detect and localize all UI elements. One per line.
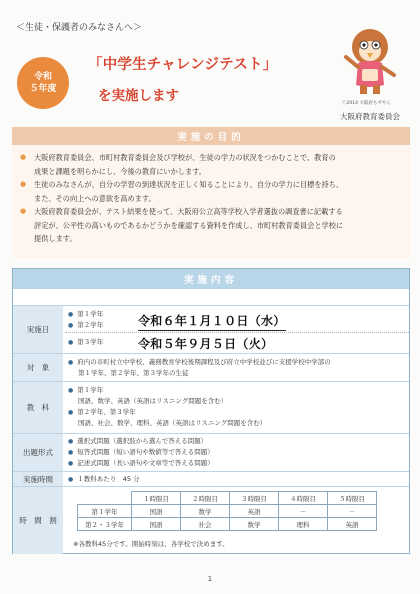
audience-line: ＜生徒・保護者のみなさんへ＞ (16, 23, 142, 33)
table-cell: 数学 (181, 505, 230, 518)
purpose-heading-text: 実施の目的 (177, 132, 245, 143)
table-cell: 理科 (279, 518, 328, 531)
bullet-icon: ● (68, 387, 74, 394)
date-grade-3 (68, 337, 103, 348)
table-header-cell: １時限目 (132, 492, 181, 505)
date-grade-list (68, 309, 103, 331)
table-header-cell: ３時限目 (230, 492, 279, 505)
implementation-heading (13, 269, 409, 289)
purpose-line: また、その向上への意欲を高めます。 (34, 193, 156, 203)
date-label: 実施日 (13, 306, 63, 353)
format-item: 短答式問題（短い語句や数値等で答える問題） (77, 448, 214, 456)
bullet-icon: ● (68, 476, 74, 483)
purpose-line: 提供します。 (34, 234, 77, 243)
bullet-icon: ● (68, 449, 74, 456)
purpose-line: 成果と課題を明らかにし、今後の教育にいかします。 (34, 166, 206, 176)
badge-era: 令和 (33, 72, 52, 82)
subject-label: 教 科 (13, 382, 63, 433)
time-row (13, 471, 409, 486)
table-cell: － (279, 505, 328, 518)
bullet-icon: ● (20, 180, 27, 188)
subject-grade: 第２学年、第３学年 (77, 408, 136, 416)
table-header-cell: ５時限目 (328, 492, 377, 505)
bullet-icon: ● (68, 359, 74, 366)
schedule-table (77, 491, 377, 531)
date-divider (65, 332, 409, 333)
purpose-item (20, 178, 402, 205)
purpose-item (20, 151, 402, 178)
bullet-icon: ● (68, 460, 74, 467)
mascot-copyright: ⓒ2014 大阪府もずやん (342, 101, 391, 106)
subject-row (13, 381, 409, 433)
table-cell: 国語 (132, 505, 181, 518)
main-title: 「中学生チャレンジテスト」 (88, 57, 278, 73)
fiscal-year-badge (17, 57, 69, 109)
format-list (68, 436, 214, 469)
table-cell: 第１学年 (78, 505, 132, 518)
test-date-grade3: 令和５年９月５日（火） (138, 335, 273, 354)
table-cell: 社会 (181, 518, 230, 531)
implementation-section (12, 268, 410, 554)
target-label: 対 象 (13, 354, 63, 381)
table-header-cell: ４時限目 (279, 492, 328, 505)
time-text (68, 474, 140, 485)
table-cell: 数学 (230, 518, 279, 531)
badge-year: ５年度 (29, 84, 57, 94)
date-row (13, 305, 409, 353)
grade-text: 第２学年 (77, 321, 104, 329)
bullet-icon: ● (68, 438, 74, 445)
purpose-line: 評定が、公平性の高いものであるかどうかを確認する資料を作成し、市町村教育委員会と学校に (34, 220, 344, 230)
bullet-icon: ● (20, 207, 27, 215)
purpose-line: 大阪府教育委員会、市町村教育委員会及び学校が、生徒の学力の状況をつかむことで、教育の (34, 153, 336, 162)
table-cell (78, 492, 132, 505)
bullet-icon: ● (20, 153, 27, 161)
bullet-icon: ● (68, 339, 74, 346)
subject-text (68, 385, 266, 429)
target-row (13, 353, 409, 381)
time-label: 実施時間 (13, 472, 63, 486)
format-row (13, 433, 409, 471)
bullet-icon: ● (68, 311, 74, 318)
table-row (78, 518, 377, 531)
purpose-section (12, 145, 410, 258)
organization-name: 大阪府教育委員会 (340, 112, 400, 121)
table-cell: 英語 (230, 505, 279, 518)
time-value: １教科あたり 45 分 (77, 475, 140, 483)
grade-text: 第３学年 (77, 338, 104, 346)
table-header-cell: ２時限目 (181, 492, 230, 505)
target-text (68, 357, 331, 379)
table-cell: 国語 (132, 518, 181, 531)
implementation-heading-text: 実施内容 (183, 275, 238, 286)
test-date-grade1-2: 令和６年１月１０日（水） (138, 312, 286, 331)
target-line: 府内の市町村立中学校、義務教育学校後期課程及び府立中学校並びに支援学校中学部の (77, 358, 331, 366)
purpose-line: 大阪府教育委員会が、テスト結果を使って、大阪府公立高等学校入学者選抜の調査書に記載する (34, 207, 343, 216)
format-item: 記述式問題（長い語句や文章等で答える問題） (77, 459, 214, 467)
schedule-header-row (78, 492, 377, 505)
mozuyan-mascot-icon (338, 25, 402, 97)
grade-text: 第１学年 (77, 310, 104, 318)
format-label: 出題形式 (13, 434, 63, 471)
schedule-note: ※各教科45分です。開始時刻は、各学校で決めます。 (73, 540, 229, 548)
target-line: 第１学年、第２学年、第３学年の生徒 (78, 369, 189, 377)
format-item: 選択式問題（選択肢から選んで答える問題） (77, 437, 208, 445)
table-cell: 第２・３学年 (78, 518, 132, 531)
main-title-sub: を実施します (98, 88, 179, 104)
schedule-label: 時 間 割 (13, 487, 63, 554)
purpose-heading (12, 127, 410, 145)
purpose-line: 生徒のみなさんが、自分の学習の到達状況を正しく知ることにより、自分の学力に目標を持ち、 (34, 180, 344, 189)
subject-grade: 第１学年 (77, 386, 104, 394)
table-row (78, 505, 377, 518)
subject-list: 国語、数学、英語（英語はリスニング問題を含む） (78, 397, 228, 405)
page-number: 1 (207, 575, 213, 583)
bullet-icon: ● (68, 409, 74, 416)
subject-list: 国語、社会、数学、理科、英語（英語はリスニング問題を含む） (78, 419, 267, 427)
schedule-row (13, 486, 409, 554)
table-cell: － (328, 505, 377, 518)
table-cell: 英語 (328, 518, 377, 531)
bullet-icon: ● (68, 322, 74, 329)
purpose-item (20, 205, 402, 246)
